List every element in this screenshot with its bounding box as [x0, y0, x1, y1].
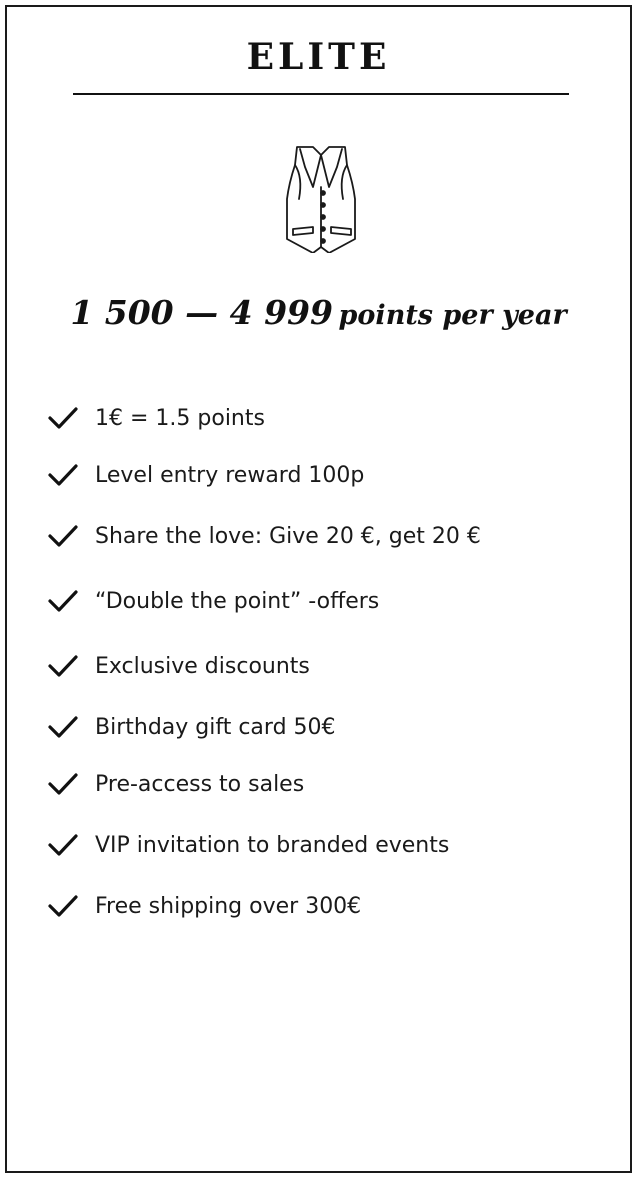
points-range: [7, 293, 630, 332]
points-range-numbers: 1 500 — 4 999: [70, 293, 333, 332]
check-icon: [47, 523, 79, 549]
check-icon: [47, 653, 79, 679]
title-divider: [73, 93, 569, 95]
check-icon: [47, 588, 79, 614]
benefit-item: [47, 586, 481, 616]
tier-card: [5, 5, 632, 1173]
check-icon: [47, 832, 79, 858]
check-icon: [47, 771, 79, 797]
vest-icon: [283, 143, 359, 253]
benefit-label: 1€ = 1.5 points: [95, 405, 265, 431]
benefit-label: Level entry reward 100p: [95, 462, 365, 488]
benefit-label: Free shipping over 300€: [95, 893, 362, 919]
tier-title: ELITE: [246, 36, 391, 78]
benefit-item: [47, 403, 481, 433]
benefit-label: Share the love: Give 20 €, get 20 €: [95, 523, 481, 549]
benefit-item: [47, 712, 481, 742]
benefit-item: [47, 651, 481, 681]
benefit-item: [47, 460, 481, 490]
check-icon: [47, 405, 79, 431]
benefits-list: [47, 403, 481, 921]
check-icon: [47, 714, 79, 740]
benefit-label: Birthday gift card 50€: [95, 714, 336, 740]
points-range-unit: points per year: [338, 300, 567, 331]
check-icon: [47, 893, 79, 919]
check-icon: [47, 462, 79, 488]
benefit-label: VIP invitation to branded events: [95, 832, 450, 858]
benefit-label: Exclusive discounts: [95, 653, 310, 679]
benefit-label: Pre-access to sales: [95, 771, 305, 797]
benefit-item: [47, 830, 481, 860]
benefit-item: [47, 521, 481, 551]
benefit-item: [47, 891, 481, 921]
benefit-label: “Double the point” -offers: [95, 588, 380, 614]
benefit-item: [47, 769, 481, 799]
